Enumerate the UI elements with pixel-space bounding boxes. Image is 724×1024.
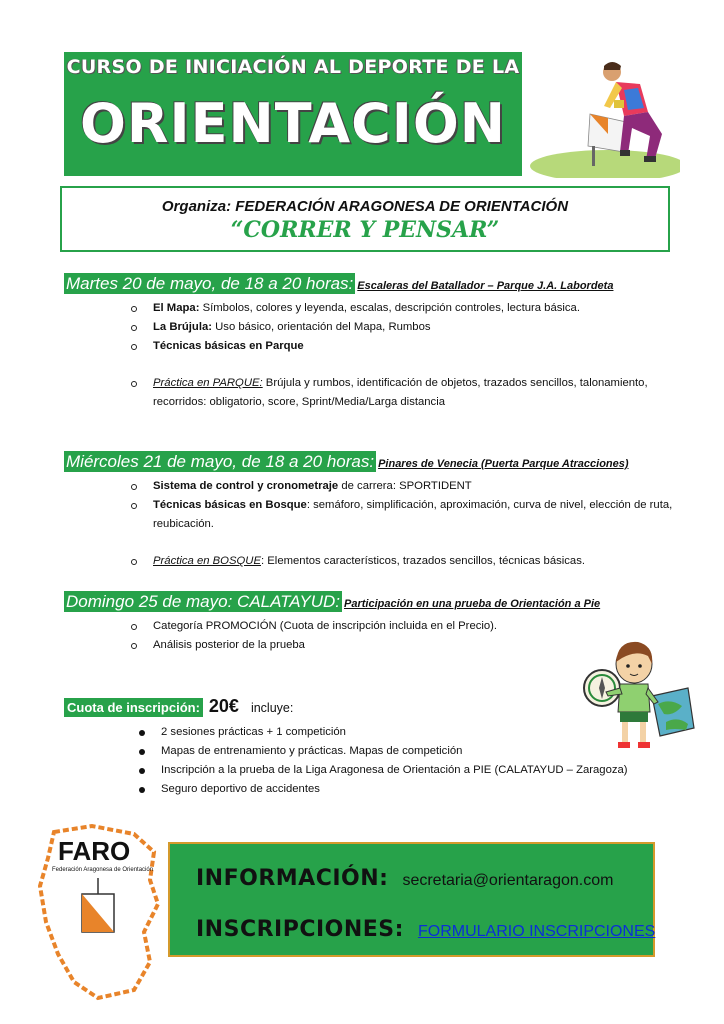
list-item: Categoría PROMOCIÓN (Cuota de inscripción incluida en el Precio). xyxy=(130,617,675,636)
faro-subtitle: Federación Aragonesa de Orientación xyxy=(52,867,154,873)
session-location: Participación en una prueba de Orientación a Pie xyxy=(344,598,601,610)
session-heading-martes xyxy=(64,274,613,294)
list-item: El Mapa: Símbolos, colores y leyenda, escalas, descripción controles, lectura básica. xyxy=(130,299,675,318)
session-location: Escaleras del Batallador – Parque J.A. Labordeta xyxy=(357,280,614,292)
contact-box xyxy=(168,842,655,957)
banner-subtitle: CURSO DE INICIACIÓN AL DEPORTE DE LA xyxy=(66,56,520,78)
session-list-miercoles xyxy=(130,477,675,571)
list-item: La Brújula: Uso básico, orientación del Mapa, Rumbos xyxy=(130,318,675,337)
list-item: Práctica en BOSQUE: Elementos característicos, trazados sencillos, técnicas básicas. xyxy=(130,552,675,571)
session-date: Miércoles 21 de mayo, de 18 a 20 horas: xyxy=(66,452,375,471)
fee-line xyxy=(64,696,293,717)
organizer-line: Organiza: FEDERACIÓN ARAGONESA DE ORIENTACIÓN xyxy=(161,198,569,215)
session-location: Pinares de Venecia (Puerta Parque Atracciones) xyxy=(378,458,629,470)
fee-includes: incluye: xyxy=(250,701,294,715)
faro-logo xyxy=(34,822,166,1002)
contact-email: secretaria@orientaragon.com xyxy=(402,872,614,889)
banner-title: ORIENTACIÓN xyxy=(80,92,506,155)
registration-label: INSCRIPCIONES: xyxy=(196,917,404,942)
faro-name: FARO xyxy=(58,836,131,866)
list-item: Técnicas básicas en Parque xyxy=(130,337,675,356)
list-item: 2 sesiones prácticas + 1 competición xyxy=(138,723,683,742)
list-item: Sistema de control y cronometraje de carrera: SPORTIDENT xyxy=(130,477,675,496)
list-item: Análisis posterior de la prueba xyxy=(130,636,675,655)
list-item: Práctica en PARQUE: Brújula y rumbos, identificación de objetos, trazados sencillos, talonamiento, recorridos: obligatorio, score, Sprint/Media/Larga distancia xyxy=(130,374,675,412)
session-heading-domingo xyxy=(64,592,600,612)
session-heading-miercoles xyxy=(64,452,629,472)
orienteer-illustration xyxy=(528,54,680,178)
organizer-box xyxy=(60,186,670,252)
registration-row xyxy=(196,917,655,942)
list-item: Inscripción a la prueba de la Liga Aragonesa de Orientación a PIE (CALATAYUD – Zaragoza) xyxy=(138,761,683,780)
session-date: Martes 20 de mayo, de 18 a 20 horas: xyxy=(66,274,354,293)
fee-price: 20€ xyxy=(208,696,239,716)
info-row xyxy=(196,866,613,891)
list-item: Mapas de entrenamiento y prácticas. Mapas de competición xyxy=(138,742,683,761)
session-list-martes xyxy=(130,299,675,412)
session-date: Domingo 25 de mayo: CALATAYUD: xyxy=(66,592,341,611)
info-label: INFORMACIÓN: xyxy=(196,866,389,891)
fee-label: Cuota de inscripción: xyxy=(64,698,203,717)
slogan: “CORRER Y PENSAR” xyxy=(230,217,500,243)
list-item: Técnicas básicas en Bosque: semáforo, simplificación, aproximación, curva de nivel, elección de ruta, reubicación. xyxy=(130,496,675,534)
registration-form-link[interactable]: FORMULARIO INSCRIPCIONES xyxy=(417,923,656,940)
list-item: Seguro deportivo de accidentes xyxy=(138,780,683,799)
fee-list xyxy=(138,723,683,799)
title-banner xyxy=(64,52,522,176)
